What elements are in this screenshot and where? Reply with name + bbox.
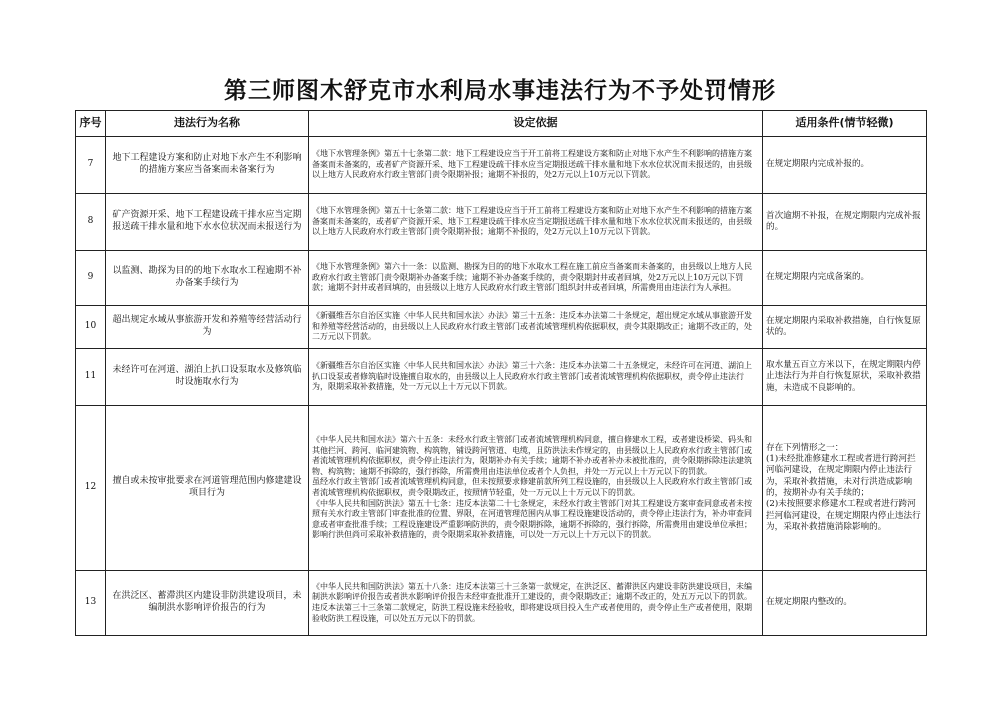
page-title: 第三师图木舒克市水利局水事违法行为不予处罚情形 bbox=[224, 78, 776, 104]
row-no: 9 bbox=[76, 251, 106, 306]
penalty-exemption-table bbox=[75, 110, 927, 636]
legal-basis: 《中华人民共和国水法》第六十五条：未经水行政主管部门或者流域管理机构同意，擅自修建水工程，或者建设桥梁、码头和其他拦河、跨河、临河建筑物、构筑物，铺设跨河管道、电缆，且防洪法未作规定的，由县级以上人民政府水行政主管部门或者流域管理机构依据职权，责令停止违法行为，限期补办有关手续；逾期不补办或者补办未被批准的，责令限期拆除违法建筑物、构筑物；逾期不拆除的，强行拆除，所需费用由违法单位或者个人负担，并处一万元以上十万元以下的罚款。 虽经水行政主管部门或者流域管理机构同意，但未按照要求修建前款所列工程设施的，由县级以上人民政府水行政主管部门或者流域管理机构依据职权，责令限期改正，按照情节轻重，处一万元以上十万元以下的罚款。 《中华人民共和国防洪法》第五十七条：违反本法第二十七条规定，未经水行政主管部门对其工程建设方案审查同意或者未按照有关水行政主管部门审查批准的位置、界限，在河道管理范围内从事工程设施建设活动的，责令停止违法行为，补办审查同意或者审查批准手续；工程设施建设严重影响防洪的，责令限期拆除，逾期不拆除的，强行拆除，所需费用由建设单位承担；影响行洪但尚可采取补救措施的，责令限期采取补救措施，可以处一万元以上十万元以下的罚款。 bbox=[309, 406, 763, 571]
table-row bbox=[76, 571, 927, 636]
applicable-condition: 存在下列情形之一： (1)未经批准修建水工程或者进行跨河拦河临河建设，在规定期限内停止违法行为，采取补救措施，未对行洪造成影响的，按期补办有关手续的； (2)未按照要求修建水工程或者进行跨河拦河临河建设，在规定期限内停止违法行为，采取补救措施消除影响的。 bbox=[763, 406, 927, 571]
applicable-condition: 在规定期限内完成备案的。 bbox=[763, 251, 927, 306]
legal-basis: 《地下水管理条例》第六十一条：以监测、勘探为目的的地下水取水工程在施工前应当备案而未备案的，由县级以上地方人民政府水行政主管部门责令限期补办备案手续；逾期不补办备案手续的，责令限期封井或者回填，处2万元以上10万元以下罚款；逾期不封井或者回填的，由县级以上地方人民政府水行政主管部门组织封井或者回填，所需费用由违法行为人承担。 bbox=[309, 251, 763, 306]
header-legal-basis: 设定依据 bbox=[309, 111, 763, 137]
table-row bbox=[76, 251, 927, 306]
legal-basis: 《地下水管理条例》第五十七条第二款：地下工程建设应当于开工前将工程建设方案和防止对地下水产生不利影响的措施方案备案而未备案的，或者矿产资源开采、地下工程建设疏干排水应当定期报送疏干排水量和地下水水位状况而未报送的，由县级以上地方人民政府水行政主管部门责令限期补报；逾期不补报的，处2万元以上10万元以下罚款。 bbox=[309, 137, 763, 194]
row-no: 8 bbox=[76, 194, 106, 251]
violation-name: 擅自或未按审批要求在河道管理范围内修建建设项目行为 bbox=[106, 406, 309, 571]
applicable-condition: 取水量五百立方米以下，在规定期限内停止违法行为并自行恢复原状，采取补救措施，未造成不良影响的。 bbox=[763, 349, 927, 406]
header-applicable-condition: 适用条件(情节轻微) bbox=[763, 111, 927, 137]
applicable-condition: 在规定期限内采取补救措施，自行恢复原状的。 bbox=[763, 306, 927, 349]
applicable-condition: 在规定期限内完成补报的。 bbox=[763, 137, 927, 194]
applicable-condition: 首次逾期不补报，在规定期限内完成补报的。 bbox=[763, 194, 927, 251]
violation-name: 在洪泛区、蓄滞洪区内建设非防洪建设项目，未编制洪水影响评价报告的行为 bbox=[106, 571, 309, 636]
row-no: 10 bbox=[76, 306, 106, 349]
violation-name: 以监测、勘探为目的的地下水取水工程逾期不补办备案手续行为 bbox=[106, 251, 309, 306]
table-row bbox=[76, 349, 927, 406]
legal-basis: 《新疆维吾尔自治区实施〈中华人民共和国水法〉办法》第三十六条：违反本办法第二十五条规定，未经许可在河道、湖泊上扒口设泵或者修筑临时设施擅自取水的，由县级以上人民政府水行政主管部门或者流域管理机构依据职权，责令停止违法行为，限期采取补救措施，处一万元以上十万元以下罚款。 bbox=[309, 349, 763, 406]
row-no: 7 bbox=[76, 137, 106, 194]
table-row bbox=[76, 194, 927, 251]
legal-basis: 《地下水管理条例》第五十七条第二款：地下工程建设应当于开工前将工程建设方案和防止对地下水产生不利影响的措施方案备案而未备案的，或者矿产资源开采、地下工程建设疏干排水应当定期报送疏干排水量和地下水水位状况而未报送的，由县级以上地方人民政府水行政主管部门责令限期补报；逾期不补报的，处2万元以上10万元以下罚款。 bbox=[309, 194, 763, 251]
table-row bbox=[76, 306, 927, 349]
violation-name: 超出规定水域从事旅游开发和养殖等经营活动行为 bbox=[106, 306, 309, 349]
row-no: 12 bbox=[76, 406, 106, 571]
row-no: 13 bbox=[76, 571, 106, 636]
table-row bbox=[76, 406, 927, 571]
violation-name: 矿产资源开采、地下工程建设疏干排水应当定期报送疏干排水量和地下水水位状况而未报送行为 bbox=[106, 194, 309, 251]
table-row bbox=[76, 137, 927, 194]
violation-name: 地下工程建设方案和防止对地下水产生不利影响的措施方案应当备案而未备案行为 bbox=[106, 137, 309, 194]
applicable-condition: 在规定期限内整改的。 bbox=[763, 571, 927, 636]
violation-name: 未经许可在河道、湖泊上扒口设泵取水及修筑临时设施取水行为 bbox=[106, 349, 309, 406]
row-no: 11 bbox=[76, 349, 106, 406]
header-violation-name: 违法行为名称 bbox=[106, 111, 309, 137]
legal-basis: 《新疆维吾尔自治区实施〈中华人民共和国水法〉办法》第三十五条：违反本办法第二十条规定，超出规定水域从事旅游开发和养殖等经营活动的，由县级以上人民政府水行政主管部门或者流域管理机构依据职权，责令其限期改正；逾期不改正的，处二万元以下罚款。 bbox=[309, 306, 763, 349]
table-header-row bbox=[76, 111, 927, 137]
legal-basis: 《中华人民共和国防洪法》第五十八条：违反本法第三十三条第一款规定，在洪泛区、蓄滞洪区内建设非防洪建设项目，未编制洪水影响评价报告或者洪水影响评价报告未经审查批准开工建设的，责令限期改正；逾期不改正的，处五万元以下的罚款。 违反本法第三十三条第二款规定，防洪工程设施未经验收，即将建设项目投入生产或者使用的，责令停止生产或者使用，限期验收防洪工程设施，可以处五万元以下的罚款。 bbox=[309, 571, 763, 636]
header-no: 序号 bbox=[76, 111, 106, 137]
